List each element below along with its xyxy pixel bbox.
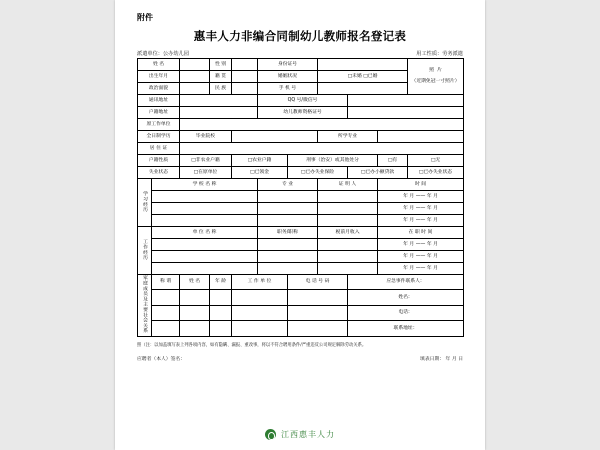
cell-residence-value[interactable]: [180, 143, 464, 155]
cell-certno-value[interactable]: [348, 107, 464, 119]
table-row: [138, 227, 464, 239]
table-row: [138, 251, 464, 263]
emergency-name-field[interactable]: 姓名：: [348, 290, 464, 305]
form-notes: 照（注：以加盖填写表上列各项内容，如有隐瞒、漏报、重改事，将以不符合聘用条件/严重违反公司规定解除劳动关系。: [137, 343, 367, 348]
cell-political-label: 政治面貌: [138, 83, 180, 95]
family-company-value[interactable]: [232, 305, 288, 320]
work-position-value[interactable]: [258, 239, 318, 251]
document-page: [115, 0, 485, 450]
table-row: [138, 239, 464, 251]
study-school-value[interactable]: [152, 203, 258, 215]
work-time-value[interactable]: 年 月 —— 年 月: [378, 239, 464, 251]
family-relation-value[interactable]: [152, 305, 180, 320]
work-position-value[interactable]: [258, 263, 318, 275]
cell-birth-value[interactable]: [180, 71, 210, 83]
cell-hukou-label: 户籍地址: [138, 107, 180, 119]
table-row: [138, 305, 464, 320]
table-row: [138, 131, 464, 143]
study-school-value[interactable]: [152, 215, 258, 227]
registration-form-table: [137, 58, 463, 337]
table-row: [138, 95, 464, 107]
study-col-school: 学 校 名 称: [152, 179, 258, 191]
cell-school-label: 毕业院校: [180, 131, 232, 143]
subheader-left: 派遣单位：公办幼儿园: [137, 51, 189, 57]
family-name-value[interactable]: [180, 290, 210, 305]
family-col-relation: 称 谓: [152, 275, 180, 290]
cell-gender-value[interactable]: [232, 59, 258, 71]
signature-row: [137, 355, 463, 362]
family-relation-value[interactable]: [152, 321, 180, 336]
table-row: [138, 290, 464, 305]
emergency-address-field[interactable]: 联系地址：: [348, 321, 464, 336]
study-major-value[interactable]: [258, 191, 318, 203]
work-col-company: 单 位 名 称: [152, 227, 258, 239]
table-row: [138, 191, 464, 203]
cell-prevwork-label: 原工作单位: [138, 119, 180, 131]
cell-nation-label: 民 族: [210, 83, 232, 95]
opt-penalty-no[interactable]: □无: [408, 155, 464, 167]
table-row: [138, 119, 464, 131]
opt-unemploy-1[interactable]: □在原单位: [180, 167, 232, 179]
table-row: [138, 321, 464, 336]
page-title: 惠丰人力非编合同制幼儿教师报名登记表: [193, 29, 407, 43]
cell-name-value[interactable]: [180, 59, 210, 71]
cell-birth-label: 出生年月: [138, 71, 180, 83]
opt-unemploy-5[interactable]: □已办失业状态: [408, 167, 464, 179]
cell-origin-value[interactable]: [232, 71, 258, 83]
cell-unemploy-label: 失业状态: [138, 167, 180, 179]
table-row: [138, 107, 464, 119]
work-col-income: 税前月收入: [318, 227, 378, 239]
work-income-value[interactable]: [318, 239, 378, 251]
family-phone-value[interactable]: [288, 321, 348, 336]
work-company-value[interactable]: [152, 239, 258, 251]
family-name-value[interactable]: [180, 305, 210, 320]
cell-prevwork-value[interactable]: [180, 119, 464, 131]
footer-brand: [0, 429, 600, 440]
family-company-value[interactable]: [232, 290, 288, 305]
work-time-value[interactable]: 年 月 —— 年 月: [378, 263, 464, 275]
cell-hukou-value[interactable]: [180, 107, 258, 119]
applicant-signature-label: 应聘者（本人）签名：: [137, 357, 185, 362]
emergency-contact-label: 应急事件联系人：: [348, 275, 464, 290]
table-row: [138, 179, 464, 191]
cell-qq-label: QQ 号/微信号: [258, 95, 348, 107]
cell-origin-label: 籍 贯: [210, 71, 232, 83]
cell-idno-label: 身份证号: [258, 59, 318, 71]
work-income-value[interactable]: [318, 251, 378, 263]
study-col-major: 专 业: [258, 179, 318, 191]
work-company-value[interactable]: [152, 251, 258, 263]
cell-address-label: 通讯地址: [138, 95, 180, 107]
cell-hukoutype-label: 户籍性质: [138, 155, 180, 167]
work-position-value[interactable]: [258, 251, 318, 263]
cell-photo: 照 片 （近期免冠一寸照片）: [408, 59, 464, 95]
family-col-phone: 电 话 号 码: [288, 275, 348, 290]
family-col-name: 姓 名: [180, 275, 210, 290]
footer-brand-text: 江西惠丰人力: [281, 430, 335, 439]
cell-mobile-value[interactable]: [318, 83, 408, 95]
cell-marital-label: 婚姻状况: [258, 71, 318, 83]
study-time-value[interactable]: 年 月 —— 年 月: [378, 215, 464, 227]
table-row: [138, 275, 464, 290]
family-col-age: 年 龄: [210, 275, 232, 290]
cell-marital-value[interactable]: □未婚 □已婚: [318, 71, 408, 83]
table-row: [138, 155, 464, 167]
cell-penalty-label: 刑事（治安）或其他处分: [288, 155, 378, 167]
family-company-value[interactable]: [232, 321, 288, 336]
study-major-value[interactable]: [258, 215, 318, 227]
opt-unemploy-4[interactable]: □已办小额贷款: [348, 167, 408, 179]
study-ref-value[interactable]: [318, 215, 378, 227]
family-age-value[interactable]: [210, 290, 232, 305]
cell-name-label: 姓 名: [138, 59, 180, 71]
cell-school-value[interactable]: [232, 131, 318, 143]
study-ref-value[interactable]: [318, 191, 378, 203]
study-major-value[interactable]: [258, 203, 318, 215]
cell-certno-label: 幼儿教师资格证号: [258, 107, 348, 119]
opt-agri[interactable]: □农业户籍: [232, 155, 288, 167]
family-age-value[interactable]: [210, 321, 232, 336]
subheader: [137, 50, 463, 57]
cell-edu-label: 全日制学历: [138, 131, 180, 143]
table-row: [138, 263, 464, 275]
family-phone-value[interactable]: [288, 305, 348, 320]
section-label-family: 家庭成员及主要社会关系: [138, 275, 152, 337]
emergency-phone-field[interactable]: 电话：: [348, 305, 464, 320]
cell-major-value[interactable]: [378, 131, 464, 143]
work-income-value[interactable]: [318, 263, 378, 275]
family-phone-value[interactable]: [288, 290, 348, 305]
cell-mobile-label: 手 机 号: [258, 83, 318, 95]
table-row: [138, 215, 464, 227]
family-relation-value[interactable]: [152, 290, 180, 305]
study-school-value[interactable]: [152, 191, 258, 203]
table-row: [138, 167, 464, 179]
cell-gender-label: 性 别: [210, 59, 232, 71]
table-row: [138, 143, 464, 155]
family-col-company: 工 作 单 位: [232, 275, 288, 290]
family-age-value[interactable]: [210, 305, 232, 320]
cell-major-label: 所学专业: [318, 131, 378, 143]
study-col-ref: 证 明 人: [318, 179, 378, 191]
opt-unemploy-2[interactable]: □已领金: [232, 167, 288, 179]
leaf-circle-icon: [265, 429, 276, 440]
study-ref-value[interactable]: [318, 203, 378, 215]
opt-penalty-yes[interactable]: □有: [378, 155, 408, 167]
cell-idno-value[interactable]: [318, 59, 408, 71]
study-time-value[interactable]: 年 月 —— 年 月: [378, 191, 464, 203]
section-label-work: 工作经历: [138, 227, 152, 275]
family-name-value[interactable]: [180, 321, 210, 336]
cell-qq-value[interactable]: [348, 95, 464, 107]
table-row: [138, 203, 464, 215]
cell-political-value[interactable]: [180, 83, 210, 95]
attachment-label: 附件: [137, 13, 153, 22]
work-time-value[interactable]: 年 月 —— 年 月: [378, 251, 464, 263]
opt-nonagri[interactable]: □非农业户籍: [180, 155, 232, 167]
cell-address-value[interactable]: [180, 95, 258, 107]
subheader-right: 用工性质：劳务派遣: [416, 51, 463, 57]
study-col-time: 时 间: [378, 179, 464, 191]
cell-nation-value[interactable]: [232, 83, 258, 95]
study-time-value[interactable]: 年 月 —— 年 月: [378, 203, 464, 215]
fill-date-label: 填表日期： 年 月 日: [420, 357, 463, 362]
work-col-time: 在 职 时 间: [378, 227, 464, 239]
table-row: [138, 59, 464, 71]
opt-unemploy-3[interactable]: □已办失业保险: [288, 167, 348, 179]
work-col-position: 职务/职称: [258, 227, 318, 239]
cell-residence-label: 居 住 证: [138, 143, 180, 155]
work-company-value[interactable]: [152, 263, 258, 275]
section-label-study: 学习经历: [138, 179, 152, 227]
